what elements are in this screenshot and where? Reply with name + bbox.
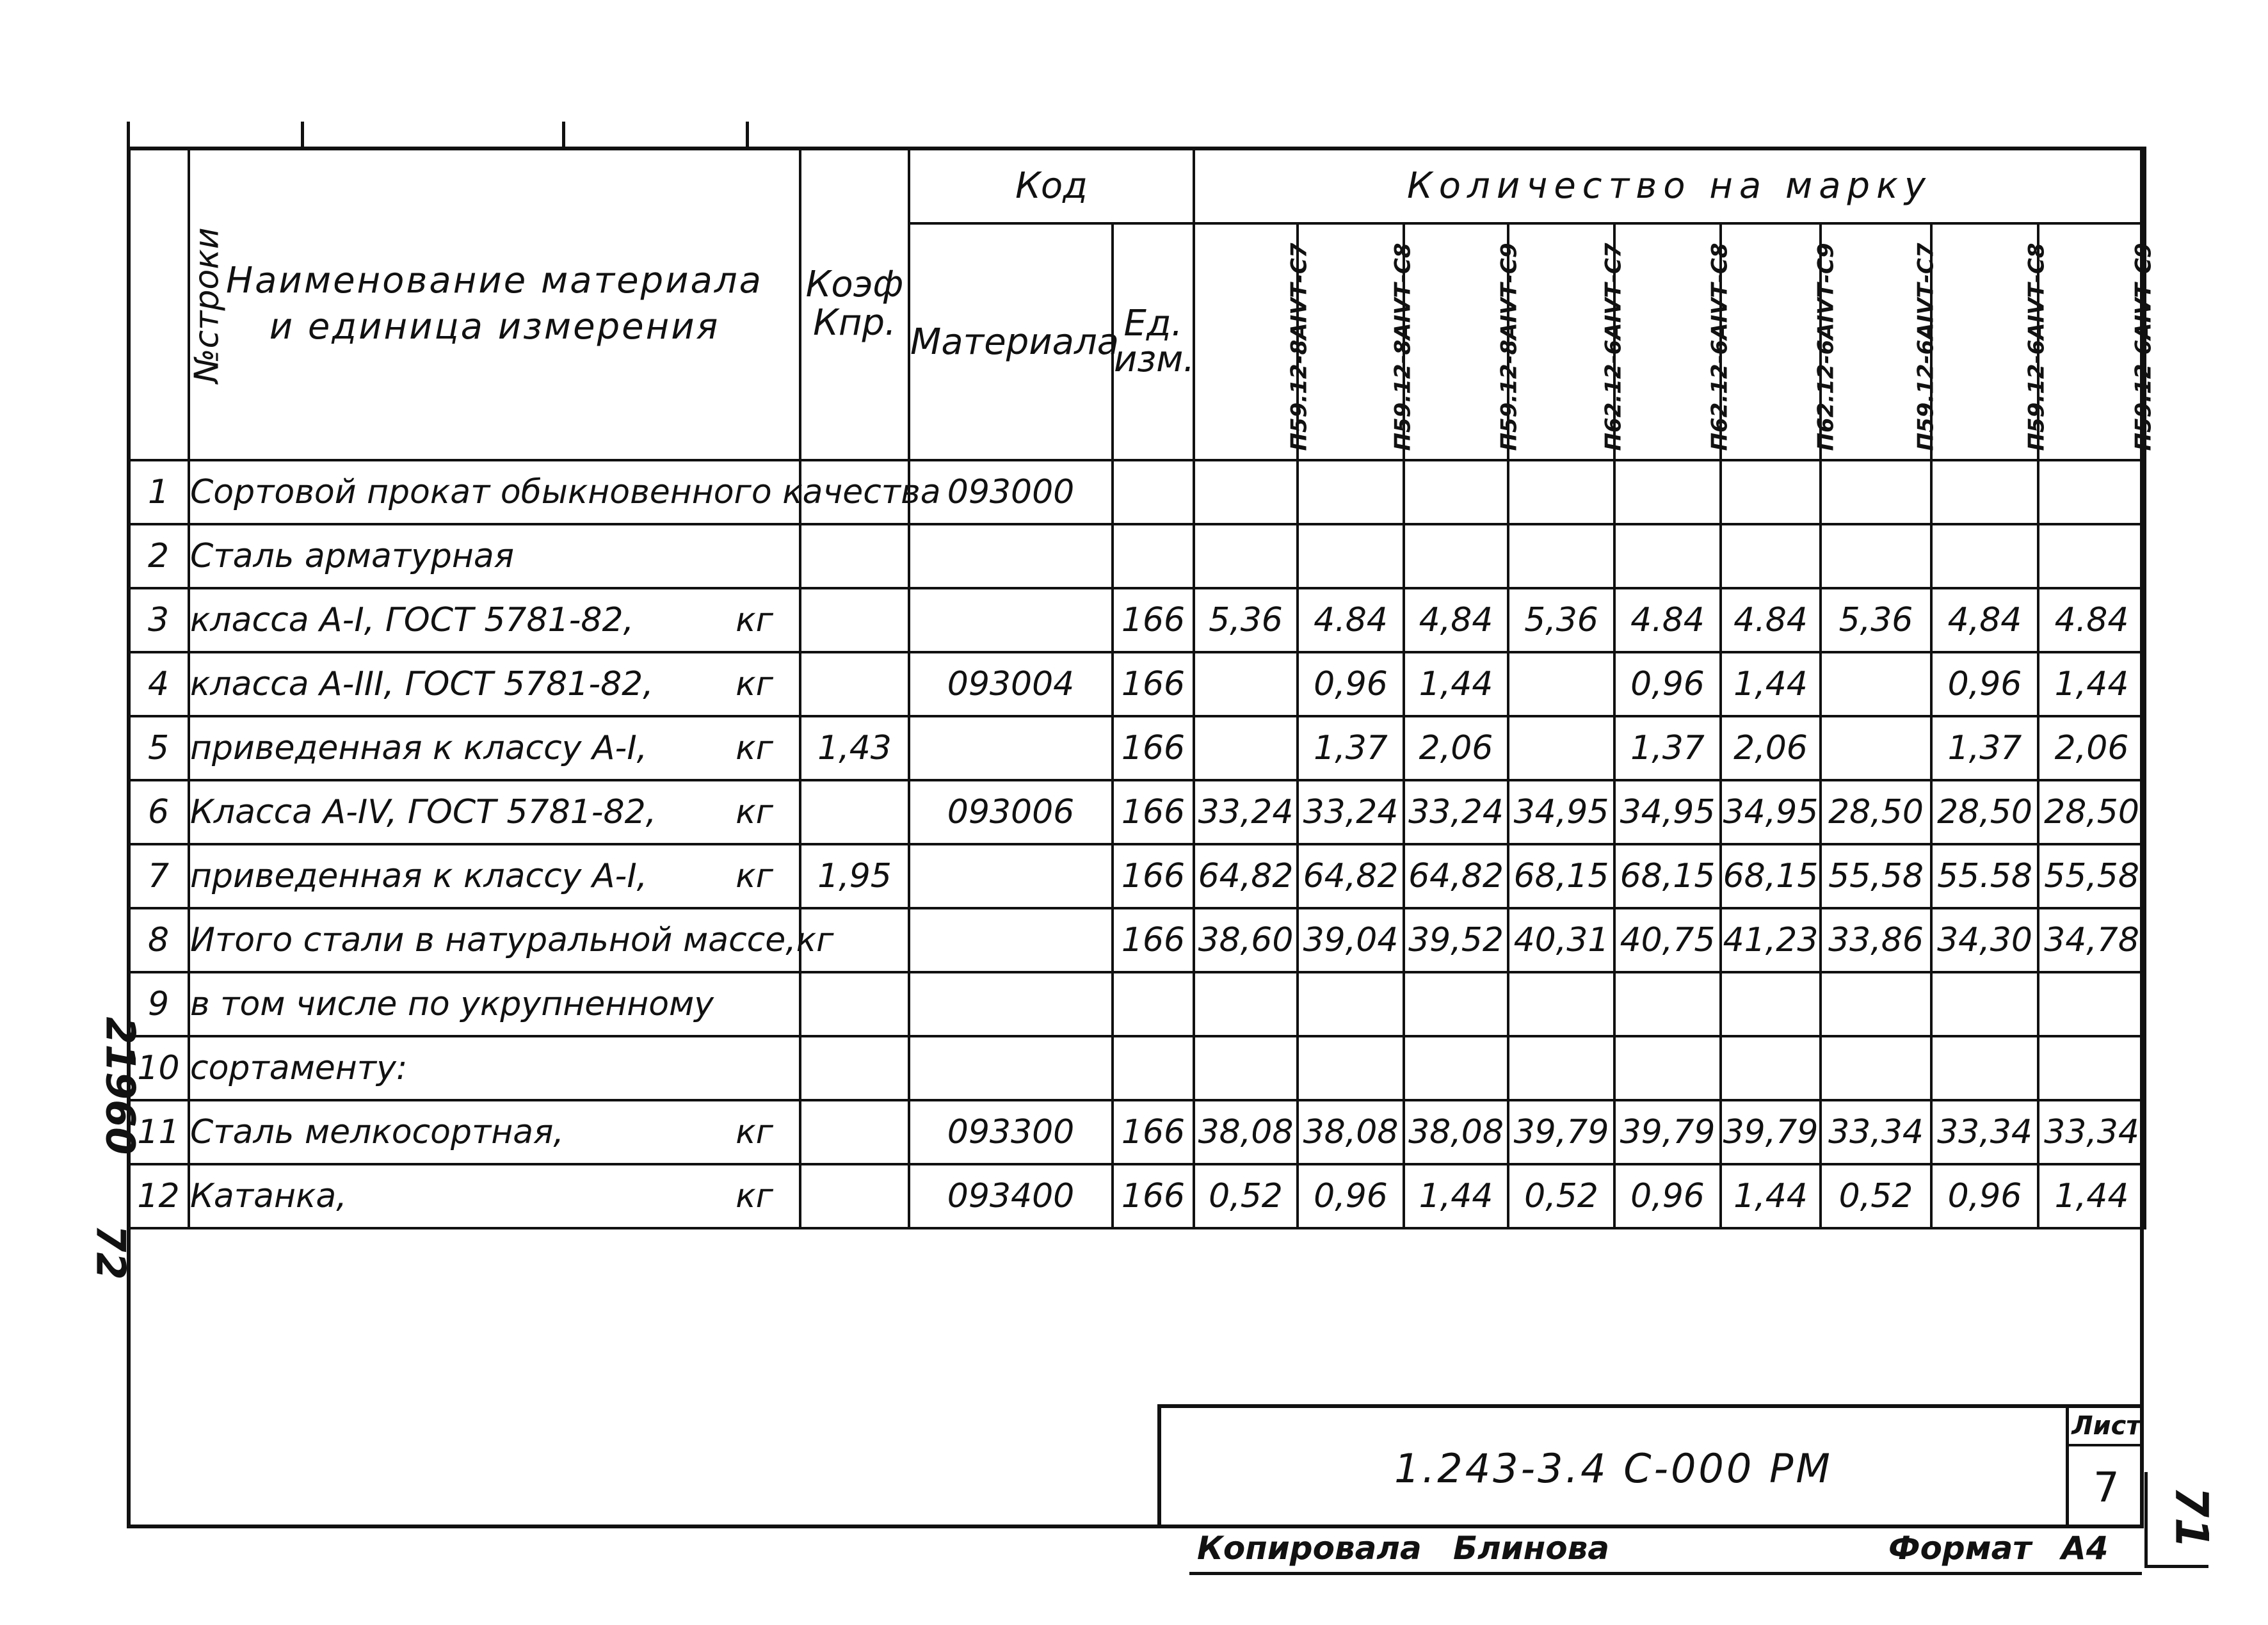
material-name-wrap <box>190 857 799 895</box>
quantity-value <box>1721 1036 1821 1100</box>
document-code: 1.243-3.4 С-000 РМ <box>1394 1445 1833 1492</box>
mark-label: П62.12-6АIVТ-С9 <box>1813 243 1839 451</box>
archive-number: 21960 <box>97 1016 144 1155</box>
quantity-value: 4.84 <box>1298 588 1404 652</box>
quantity-value: 28,50 <box>2038 780 2145 844</box>
mark-header <box>2038 223 2157 460</box>
material-code: 093006 <box>909 780 1113 844</box>
material-name-cell <box>189 460 941 524</box>
sheet-box <box>2066 1408 2144 1528</box>
row-number-header-text: №строки <box>188 227 227 383</box>
material-name-wrap <box>190 1049 799 1087</box>
material-name: Катанка, <box>190 1177 347 1215</box>
quantity-value <box>2038 972 2145 1036</box>
quantity-value: 68,15 <box>1721 844 1821 908</box>
koef-header <box>800 148 909 460</box>
quantity-value <box>1508 972 1614 1036</box>
quantity-value: 39,79 <box>1614 1100 1721 1164</box>
row-number: 1 <box>128 460 189 524</box>
quantity-value: 1,44 <box>1404 1164 1508 1228</box>
table-row <box>128 844 2145 908</box>
quantity-value <box>1614 524 1721 588</box>
unit-code: 166 <box>1113 780 1194 844</box>
code-group-header: Код <box>909 148 1194 223</box>
quantity-value: 0,96 <box>1931 652 2038 716</box>
table-row <box>128 1036 2145 1100</box>
sheet-label: Лист <box>2069 1408 2144 1446</box>
margin-tick <box>746 122 749 147</box>
quantity-value <box>1721 972 1821 1036</box>
quantity-value: 1,37 <box>1298 716 1404 780</box>
mark-label: П59.12-6АIVТ-С8 <box>2023 243 2050 451</box>
material-code <box>909 524 1113 588</box>
quantity-value: 0,96 <box>1614 1164 1721 1228</box>
quantity-value <box>1194 524 1298 588</box>
code-material-header: Материала <box>909 223 1113 460</box>
unit-label: кг <box>736 793 773 831</box>
material-name-cell <box>189 1164 800 1228</box>
quantity-value: 64,82 <box>1298 844 1404 908</box>
mark-label: П62.12-6АIVТ-С7 <box>1600 243 1627 451</box>
unit-label: кг <box>736 857 773 895</box>
quantity-value <box>1614 1036 1721 1100</box>
material-name-wrap <box>190 921 834 959</box>
quantity-value <box>1508 460 1614 524</box>
row-number: 9 <box>128 972 189 1036</box>
material-name: приведенная к классу А-I, <box>190 857 648 895</box>
unit-code: 166 <box>1113 844 1194 908</box>
title-stamp <box>1157 1404 2144 1528</box>
table-row <box>128 524 2145 588</box>
table-row <box>128 588 2145 652</box>
mark-label: П59.12-6АIVТ-С9 <box>2130 243 2157 451</box>
material-name-cell <box>189 972 800 1036</box>
copied-by-label: Копировала <box>1197 1530 1422 1567</box>
row-number: 2 <box>128 524 189 588</box>
quantity-value <box>1194 972 1298 1036</box>
quantity-value: 1,44 <box>1404 652 1508 716</box>
quantity-value <box>2038 1036 2145 1100</box>
quantity-value <box>1614 460 1721 524</box>
material-spec-table <box>127 147 2157 1229</box>
quantity-value <box>1298 972 1404 1036</box>
quantity-value <box>1404 524 1508 588</box>
quantity-value: 33,24 <box>1298 780 1404 844</box>
quantity-value: 5,36 <box>1508 588 1614 652</box>
quantity-value <box>1931 972 2038 1036</box>
table-row <box>128 652 2145 716</box>
sheet-number: 7 <box>2093 1464 2119 1512</box>
material-code <box>909 588 1113 652</box>
quantity-value <box>1298 524 1404 588</box>
unit-label: кг <box>736 665 773 703</box>
row-number: 5 <box>128 716 189 780</box>
quantity-value: 40,31 <box>1508 908 1614 972</box>
quantity-value: 28,50 <box>1821 780 1931 844</box>
quantity-value <box>1404 460 1508 524</box>
quantity-value: 39,04 <box>1298 908 1404 972</box>
quantity-value: 38,08 <box>1298 1100 1404 1164</box>
unit-code <box>1113 524 1194 588</box>
material-name-cell <box>189 716 800 780</box>
quantity-value: 34,95 <box>1721 780 1821 844</box>
material-name-wrap <box>190 793 799 831</box>
koef-value <box>800 1036 909 1100</box>
quantity-value: 1,44 <box>2038 652 2145 716</box>
quantity-value: 0,96 <box>1298 652 1404 716</box>
mark-label: П62.12-6АIVТ-С8 <box>1707 243 1733 451</box>
quantity-value: 55,58 <box>2038 844 2145 908</box>
material-code <box>909 972 1113 1036</box>
quantity-value: 34,30 <box>1931 908 2038 972</box>
unit-code: 166 <box>1113 652 1194 716</box>
material-name: Итого стали в натуральной массе, <box>190 921 796 959</box>
quantity-value <box>1508 524 1614 588</box>
material-name-cell <box>189 844 800 908</box>
quantity-value: 39,79 <box>1508 1100 1614 1164</box>
material-name-wrap <box>190 985 799 1023</box>
row-number: 4 <box>128 652 189 716</box>
quantity-value: 0,52 <box>1821 1164 1931 1228</box>
material-name-cell <box>189 588 800 652</box>
material-code: 093000 <box>909 460 1113 524</box>
margin-tick <box>562 122 565 147</box>
mark-header <box>1298 223 1416 460</box>
mark-label: П59.12-8АIVТ-С8 <box>1390 243 1416 451</box>
quantity-value: 34,95 <box>1614 780 1721 844</box>
material-name-wrap <box>190 1113 799 1151</box>
row-number-header <box>128 148 227 460</box>
material-code: 093300 <box>909 1100 1113 1164</box>
quantity-value: 34,95 <box>1508 780 1614 844</box>
copier-name: Блинова <box>1453 1530 1610 1567</box>
quantity-value: 33,86 <box>1821 908 1931 972</box>
unit-code <box>1113 972 1194 1036</box>
format-label: Формат <box>1888 1530 2032 1567</box>
quantity-value: 38,08 <box>1194 1100 1298 1164</box>
quantity-value: 1,37 <box>1931 716 2038 780</box>
quantity-value: 0,52 <box>1508 1164 1614 1228</box>
unit-code: 166 <box>1113 1100 1194 1164</box>
quantity-value: 4.84 <box>2038 588 2145 652</box>
quantity-value <box>2038 524 2145 588</box>
material-code <box>909 1036 1113 1100</box>
unit-code <box>1113 1036 1194 1100</box>
quantity-value <box>1721 460 1821 524</box>
quantity-value <box>1821 652 1931 716</box>
material-name: Сталь арматурная <box>190 537 515 575</box>
material-name: сортаменту: <box>190 1049 408 1087</box>
footer-underline <box>1189 1572 2142 1575</box>
quantity-value <box>1931 524 2038 588</box>
material-name: Сталь мелкосортная, <box>190 1113 564 1151</box>
mark-label: П59.12-8АIVТ-С7 <box>1286 243 1312 451</box>
mark-label: П59.12-6АIVТ-С7 <box>1913 243 1939 451</box>
quantity-value: 64,82 <box>1404 844 1508 908</box>
material-name-header-line1: Наименование материала <box>226 260 763 301</box>
quantity-value: 4,84 <box>1404 588 1508 652</box>
quantity-value: 0,52 <box>1194 1164 1298 1228</box>
material-code: 093400 <box>909 1164 1113 1228</box>
quantity-value <box>1194 716 1298 780</box>
quantity-value <box>1194 460 1298 524</box>
quantity-value: 1,44 <box>2038 1164 2145 1228</box>
quantity-value <box>1931 460 2038 524</box>
material-code <box>909 716 1113 780</box>
unit-code: 166 <box>1113 716 1194 780</box>
material-name: класса А-III, ГОСТ 5781-82, <box>190 665 654 703</box>
code-unit-header <box>1113 223 1194 460</box>
material-name-wrap <box>190 473 941 511</box>
quantity-group-header: Количество на марку <box>1194 148 2145 223</box>
quantity-value <box>1614 972 1721 1036</box>
quantity-value <box>1821 524 1931 588</box>
quantity-value <box>2038 460 2145 524</box>
material-name-wrap <box>190 601 799 639</box>
koef-header-line1: Коэф <box>805 264 904 305</box>
mark-header <box>1194 223 1312 460</box>
quantity-value <box>1821 716 1931 780</box>
quantity-value: 68,15 <box>1508 844 1614 908</box>
quantity-value: 68,15 <box>1614 844 1721 908</box>
quantity-value: 39,52 <box>1404 908 1508 972</box>
koef-value <box>800 652 909 716</box>
material-name-cell <box>189 524 800 588</box>
quantity-value: 33,24 <box>1404 780 1508 844</box>
quantity-value: 55,58 <box>1821 844 1931 908</box>
quantity-value: 28,50 <box>1931 780 2038 844</box>
unit-code: 166 <box>1113 588 1194 652</box>
quantity-value: 4.84 <box>1721 588 1821 652</box>
material-name-cell <box>189 1036 800 1100</box>
material-name-wrap <box>190 665 799 703</box>
quantity-value: 33,34 <box>1931 1100 2038 1164</box>
koef-value: 1,43 <box>800 716 909 780</box>
quantity-value <box>1508 652 1614 716</box>
row-number: 3 <box>128 588 189 652</box>
margin-tick <box>301 122 304 147</box>
koef-value <box>800 588 909 652</box>
quantity-value: 2,06 <box>2038 716 2145 780</box>
quantity-value <box>1508 1036 1614 1100</box>
koef-value <box>800 524 909 588</box>
material-name: Класса А-IV, ГОСТ 5781-82, <box>190 793 657 831</box>
row-number: 7 <box>128 844 189 908</box>
code-unit-header-line2: изм. <box>1114 339 1195 380</box>
quantity-value <box>1508 716 1614 780</box>
row-number: 11 <box>128 1100 189 1164</box>
material-name-header-line2: и единица измерения <box>269 306 720 348</box>
quantity-value <box>1194 1036 1298 1100</box>
mark-header <box>1508 223 1627 460</box>
quantity-value: 41,23 <box>1721 908 1821 972</box>
quantity-value: 4.84 <box>1614 588 1721 652</box>
quantity-value <box>1404 1036 1508 1100</box>
quantity-value: 38,08 <box>1404 1100 1508 1164</box>
material-code <box>909 908 1113 972</box>
mark-header <box>1404 223 1522 460</box>
material-name: в том числе по укрупненному <box>190 985 714 1023</box>
code-unit-header-line1: Ед. <box>1123 303 1183 344</box>
quantity-value: 1,44 <box>1721 1164 1821 1228</box>
mark-header <box>1931 223 2050 460</box>
koef-value <box>800 972 909 1036</box>
quantity-value <box>1298 460 1404 524</box>
material-code <box>909 844 1113 908</box>
quantity-value: 33,24 <box>1194 780 1298 844</box>
format-value: А4 <box>2061 1530 2109 1567</box>
table-row <box>128 780 2145 844</box>
row-number: 10 <box>128 1036 189 1100</box>
koef-value <box>800 780 909 844</box>
koef-value <box>800 1100 909 1164</box>
row-number: 8 <box>128 908 189 972</box>
quantity-value: 2,06 <box>1404 716 1508 780</box>
material-name-cell <box>189 652 800 716</box>
material-name-cell <box>189 908 834 972</box>
quantity-value: 40,75 <box>1614 908 1721 972</box>
quantity-value <box>1298 1036 1404 1100</box>
material-name: приведенная к классу А-I, <box>190 729 648 767</box>
unit-label: кг <box>736 1113 773 1151</box>
unit-label: кг <box>736 729 773 767</box>
quantity-value <box>1404 972 1508 1036</box>
row-number: 12 <box>128 1164 189 1228</box>
quantity-value: 55.58 <box>1931 844 2038 908</box>
material-name-header <box>189 148 800 460</box>
koef-value <box>800 1164 909 1228</box>
quantity-value: 0,96 <box>1931 1164 2038 1228</box>
unit-label: кг <box>736 601 773 639</box>
table-row <box>128 908 2145 972</box>
mark-header <box>1614 223 1733 460</box>
mark-label: П59.12-8АIVТ-С9 <box>1496 243 1522 451</box>
material-name-cell <box>189 780 800 844</box>
quantity-value: 2,06 <box>1721 716 1821 780</box>
material-name-wrap <box>190 729 799 767</box>
quantity-value: 4,84 <box>1931 588 2038 652</box>
quantity-value <box>1194 652 1298 716</box>
margin-tick <box>127 122 130 147</box>
table-row <box>128 1100 2145 1164</box>
quantity-value: 38,60 <box>1194 908 1298 972</box>
quantity-value <box>1931 1036 2038 1100</box>
material-name-wrap <box>190 1177 799 1215</box>
table-row <box>128 1164 2145 1228</box>
unit-label: кг <box>736 1177 773 1215</box>
unit-label: кг <box>796 921 834 959</box>
material-name: Сортовой прокат обыкновенного качества <box>190 473 941 511</box>
quantity-value: 1,44 <box>1721 652 1821 716</box>
quantity-value: 64,82 <box>1194 844 1298 908</box>
koef-value: 1,95 <box>800 844 909 908</box>
quantity-value: 39,79 <box>1721 1100 1821 1164</box>
quantity-value: 1,37 <box>1614 716 1721 780</box>
quantity-value: 0,96 <box>1298 1164 1404 1228</box>
quantity-value <box>1821 460 1931 524</box>
quantity-value <box>1721 524 1821 588</box>
quantity-value: 33,34 <box>2038 1100 2145 1164</box>
mark-header <box>1721 223 1839 460</box>
koef-header-line2: Кпр. <box>813 302 896 344</box>
material-code: 093004 <box>909 652 1113 716</box>
table-row <box>128 716 2145 780</box>
unit-code: 166 <box>1113 1164 1194 1228</box>
quantity-value <box>1821 972 1931 1036</box>
corner-number: 71 <box>2165 1486 2218 1549</box>
quantity-value: 5,36 <box>1194 588 1298 652</box>
material-name: класса А-I, ГОСТ 5781-82, <box>190 601 634 639</box>
table-row <box>128 460 2145 524</box>
quantity-value <box>1821 1036 1931 1100</box>
quantity-value: 0,96 <box>1614 652 1721 716</box>
material-name-cell <box>189 1100 800 1164</box>
quantity-value: 5,36 <box>1821 588 1931 652</box>
page-number-side: 72 <box>87 1224 134 1280</box>
material-name-wrap <box>190 537 799 575</box>
unit-code <box>1113 460 1194 524</box>
quantity-value: 33,34 <box>1821 1100 1931 1164</box>
row-number: 6 <box>128 780 189 844</box>
quantity-value: 34,78 <box>2038 908 2145 972</box>
unit-code: 166 <box>1113 908 1194 972</box>
table-row <box>128 972 2145 1036</box>
